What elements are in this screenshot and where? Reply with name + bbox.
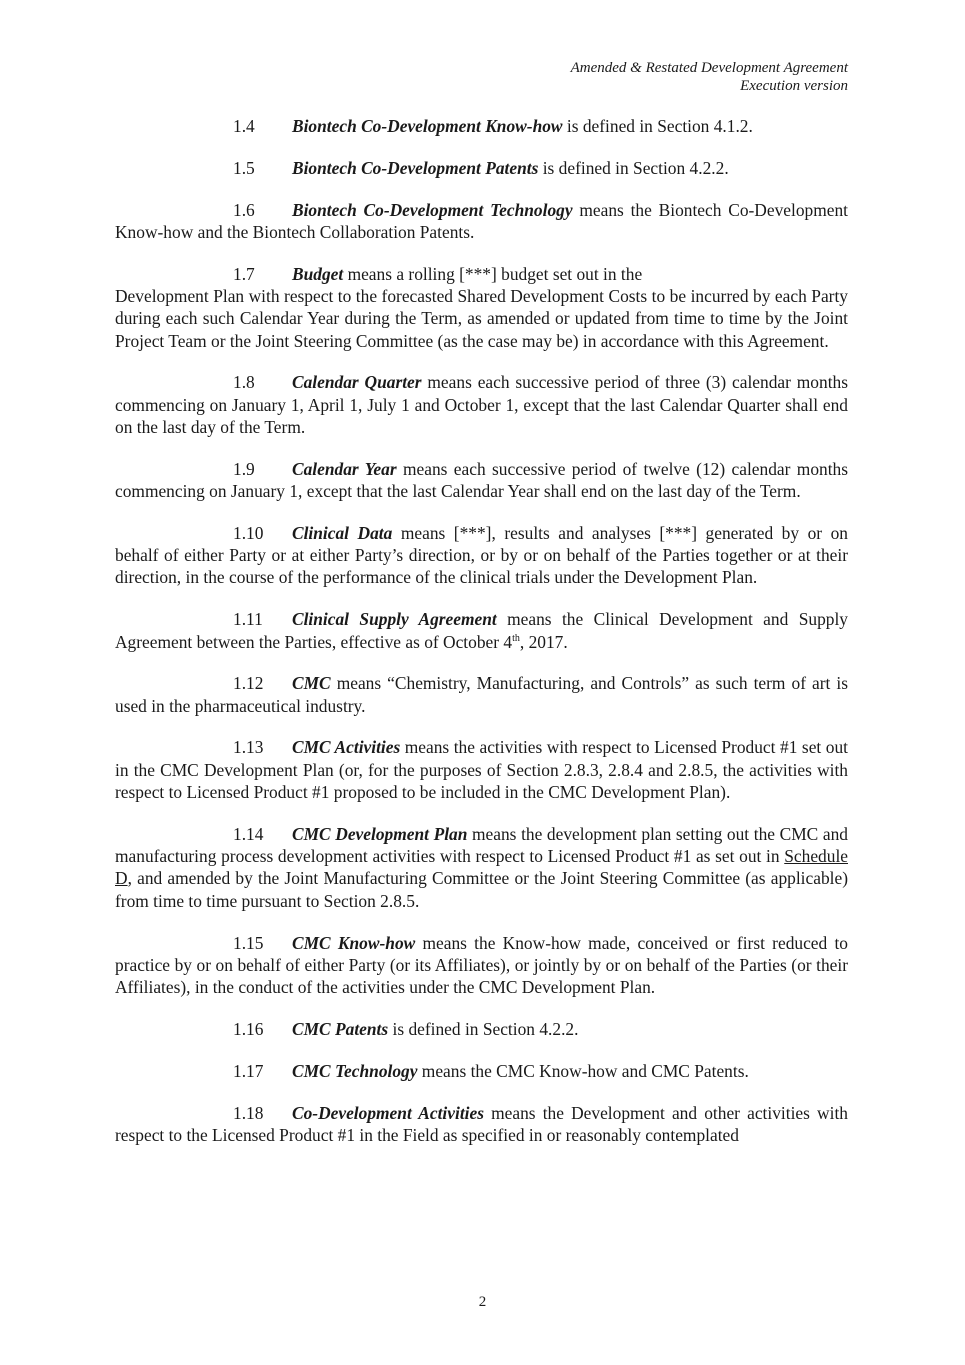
section-number: 1.13 [233, 737, 264, 758]
definition-1-10 [115, 522, 848, 589]
defined-term: Biontech Co-Development Know-how [292, 116, 563, 136]
definition-1-12 [115, 672, 848, 717]
definition-text: means [***], results and analyses [***] generated by or on behalf of either Party or at either Party’s direction, or by or on behalf of the Parties together or at their direction, in the course of the performance of the clinical trials under the Development Plan. [115, 522, 848, 588]
definition-text: means the Clinical Development and Supply Agreement between the Parties, effective as of October 4 [115, 609, 848, 652]
definition-text: means “Chemistry, Manufacturing, and Controls” as such term of art is used in the pharmaceutical industry. [115, 673, 848, 716]
section-number: 1.5 [233, 157, 255, 178]
definition-1-11 [115, 608, 848, 653]
defined-term: CMC [292, 673, 331, 694]
definition-1-6 [115, 199, 848, 244]
definition-text: is defined in Section 4.2.2. [538, 157, 729, 178]
defined-term: Clinical Data [292, 522, 393, 543]
definition-text-continued: , 2017. [519, 631, 568, 652]
defined-term: CMC Technology [292, 1060, 418, 1081]
definition-text-continued: Development Plan with respect to the forecasted Shared Development Costs to be incurred by each Party during each such Calendar Year during the Term, as amended or updated from time to time by the Joint Project Team or the Joint Steering Committee (as the case may be) in accordance with this Agreement. [115, 285, 848, 351]
defined-term: Calendar Quarter [292, 372, 422, 393]
definition-1-8 [115, 371, 848, 438]
definition-text: means a rolling [***] budget set out in the [343, 263, 643, 284]
definition-text-continued: , and amended by the Joint Manufacturing Committee or the Joint Steering Committee (as applicable) from time to time pursuant to Section 2.8.5. [115, 868, 848, 911]
section-number: 1.7 [233, 263, 255, 284]
section-number: 1.14 [233, 823, 264, 844]
header-title: Amended & Restated Development Agreement [570, 60, 848, 76]
document-body [115, 115, 848, 1166]
defined-term: CMC Patents [292, 1018, 389, 1039]
definition-1-15 [115, 932, 848, 999]
section-number: 1.18 [233, 1102, 264, 1123]
definition-text: is defined in Section 4.2.2. [388, 1018, 579, 1039]
definition-text: means the Biontech Co-Development Know-how and the Biontech Collaboration Patents. [115, 199, 848, 242]
defined-term: Calendar Year [292, 458, 397, 479]
definition-1-18 [115, 1102, 848, 1147]
definition-1-16 [115, 1018, 848, 1040]
section-number: 1.11 [233, 609, 263, 630]
section-number: 1.12 [233, 673, 264, 694]
section-number: 1.10 [233, 522, 264, 543]
section-number: 1.9 [233, 458, 255, 479]
defined-term: Biontech Co-Development Technology [292, 199, 573, 220]
defined-term: CMC Know-how [292, 932, 416, 953]
section-number: 1.6 [233, 199, 255, 220]
defined-term: CMC Development Plan [292, 823, 468, 844]
section-number: 1.16 [233, 1018, 264, 1039]
definition-1-9 [115, 458, 848, 503]
definition-text: means each successive period of three (3) calendar months commencing on January 1, April 1, July 1 and October 1, except that the last Calendar Quarter shall end on the last day of the Term. [115, 372, 848, 437]
header-version: Execution version [740, 78, 848, 94]
definition-1-14 [115, 823, 848, 912]
definition-text: means each successive period of twelve (12) calendar months commencing on January 1, except that the last Calendar Year shall end on the last day of the Term. [115, 458, 849, 502]
definition-text: means the CMC Know-how and CMC Patents. [417, 1060, 749, 1081]
defined-term: Budget [292, 263, 344, 284]
definition-1-17 [115, 1060, 848, 1082]
definition-1-4 [115, 115, 848, 137]
definition-text: means the development plan setting out the CMC and manufacturing process development activities with respect to Licensed Product #1 as set out in [115, 823, 848, 867]
section-number: 1.15 [233, 932, 264, 953]
defined-term: Clinical Supply Agreement [292, 609, 497, 630]
running-header [571, 59, 848, 95]
ordinal-superscript: th [512, 632, 520, 644]
section-number: 1.17 [233, 1060, 264, 1081]
page-number: 2 [478, 1294, 487, 1310]
defined-term: Co-Development Activities [292, 1102, 484, 1123]
definition-text: means the Know-how made, conceived or first reduced to practice by or on behalf of either Party (or its Affiliates), or jointly by or on behalf of the Parties (or their Affiliates), in the conduct of the activities under the CMC Development Plan. [115, 932, 849, 998]
defined-term: Biontech Co-Development Patents [292, 157, 539, 178]
defined-term: CMC Activities [292, 737, 401, 758]
section-number: 1.4 [233, 116, 255, 136]
definition-text: means the activities with respect to Licensed Product #1 set out in the CMC Development Plan (or, for the purposes of Section 2.8.3, 2.8.4 and 2.8.5, the activities with respect to Licensed Product #1 proposed to be included in the CMC Development Plan). [115, 737, 849, 803]
definition-1-13 [115, 736, 848, 803]
schedule-reference: Schedule D [115, 846, 848, 889]
definition-1-7 [115, 263, 848, 352]
definition-text: is defined in Section 4.1.2. [562, 116, 753, 136]
definition-text: means the Development and other activities with respect to the Licensed Product #1 in the Field as specified in or reasonably contemplated [115, 1102, 848, 1145]
definition-1-5 [115, 157, 848, 179]
section-number: 1.8 [233, 372, 255, 393]
